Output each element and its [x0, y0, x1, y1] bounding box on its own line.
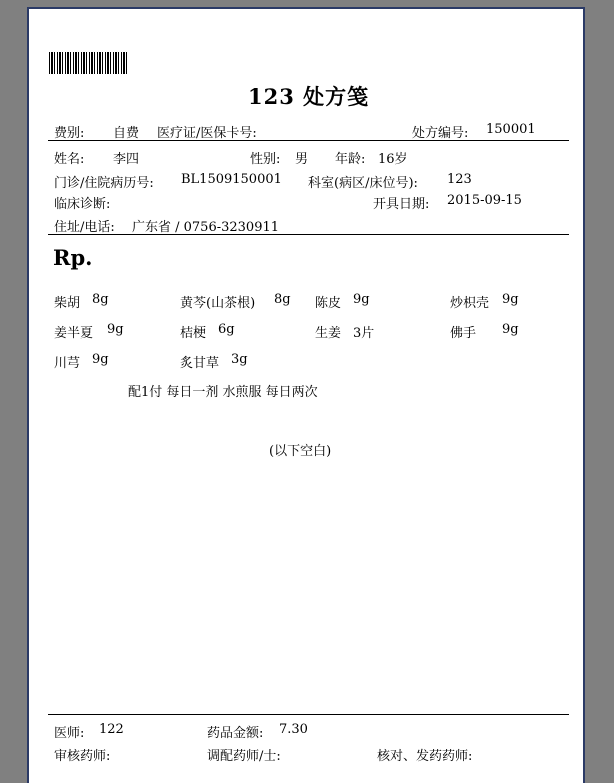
footer-divider [48, 714, 569, 715]
medicine-dose: 9g [92, 352, 109, 367]
blank-note: (以下空白) [269, 444, 332, 459]
medicine-dose: 9g [107, 322, 124, 337]
sex-label: 性别: [250, 152, 281, 167]
medicine-dose: 8g [274, 292, 291, 307]
medicine-name: 炒枳壳 [450, 296, 490, 311]
fee-type-label: 费别: [54, 126, 85, 141]
medicine-dose: 9g [502, 292, 519, 307]
dispenser-label: 调配药师/士: [207, 749, 281, 764]
card-label: 医疗证/医保卡号: [157, 126, 257, 141]
address-label: 住址/电话: [54, 220, 115, 235]
doctor-value: 122 [99, 722, 124, 737]
department-label: 科室(病区/床位号): [308, 176, 418, 191]
department-value: 123 [447, 172, 472, 187]
medicine-name: 生姜 [315, 326, 342, 341]
medicine-name: 柴胡 [54, 296, 81, 311]
medicine-dose: 9g [502, 322, 519, 337]
issue-date-label: 开具日期: [373, 197, 430, 212]
medicine-name: 桔梗 [180, 326, 207, 341]
issue-date-value: 2015-09-15 [447, 193, 522, 208]
page-title: 123 处方笺 [248, 84, 370, 109]
diagnosis-label: 临床诊断: [54, 197, 111, 212]
reviewer-label: 审核药师: [54, 749, 111, 764]
age-value: 16岁 [378, 152, 408, 167]
fee-type-value: 自费 [113, 126, 140, 141]
medicine-name: 陈皮 [315, 296, 342, 311]
amount-value: 7.30 [279, 722, 308, 737]
medicine-name: 姜半夏 [54, 326, 94, 341]
name-value: 李四 [113, 152, 140, 167]
medicine-dose: 3g [231, 352, 248, 367]
patient-divider [48, 234, 569, 235]
medicine-name: 佛手 [450, 326, 477, 341]
medicine-name: 炙甘草 [180, 356, 220, 371]
prescription-paper [27, 7, 585, 783]
rx-number-value: 150001 [486, 122, 536, 137]
age-label: 年龄: [335, 152, 366, 167]
rx-symbol: Rp. [53, 245, 93, 270]
medicine-dose: 8g [92, 292, 109, 307]
medicine-dose: 3片 [353, 326, 375, 341]
checker-label: 核对、发药药师: [377, 749, 473, 764]
record-value: BL1509150001 [181, 172, 282, 187]
doctor-label: 医师: [54, 726, 85, 741]
record-label: 门诊/住院病历号: [54, 176, 154, 191]
usage-instructions: 配1付 每日一剂 水煎服 每日两次 [128, 385, 318, 400]
name-label: 姓名: [54, 152, 85, 167]
medicine-dose: 9g [353, 292, 370, 307]
medicine-name: 黄芩(山茶根) [180, 296, 256, 311]
medicine-dose: 6g [218, 322, 235, 337]
header-divider [48, 140, 569, 141]
barcode-image [49, 52, 128, 74]
address-value: 广东省 / 0756-3230911 [132, 220, 280, 235]
sex-value: 男 [295, 152, 309, 167]
amount-label: 药品金额: [207, 726, 264, 741]
rx-number-label: 处方编号: [412, 126, 469, 141]
medicine-name: 川芎 [54, 356, 81, 371]
